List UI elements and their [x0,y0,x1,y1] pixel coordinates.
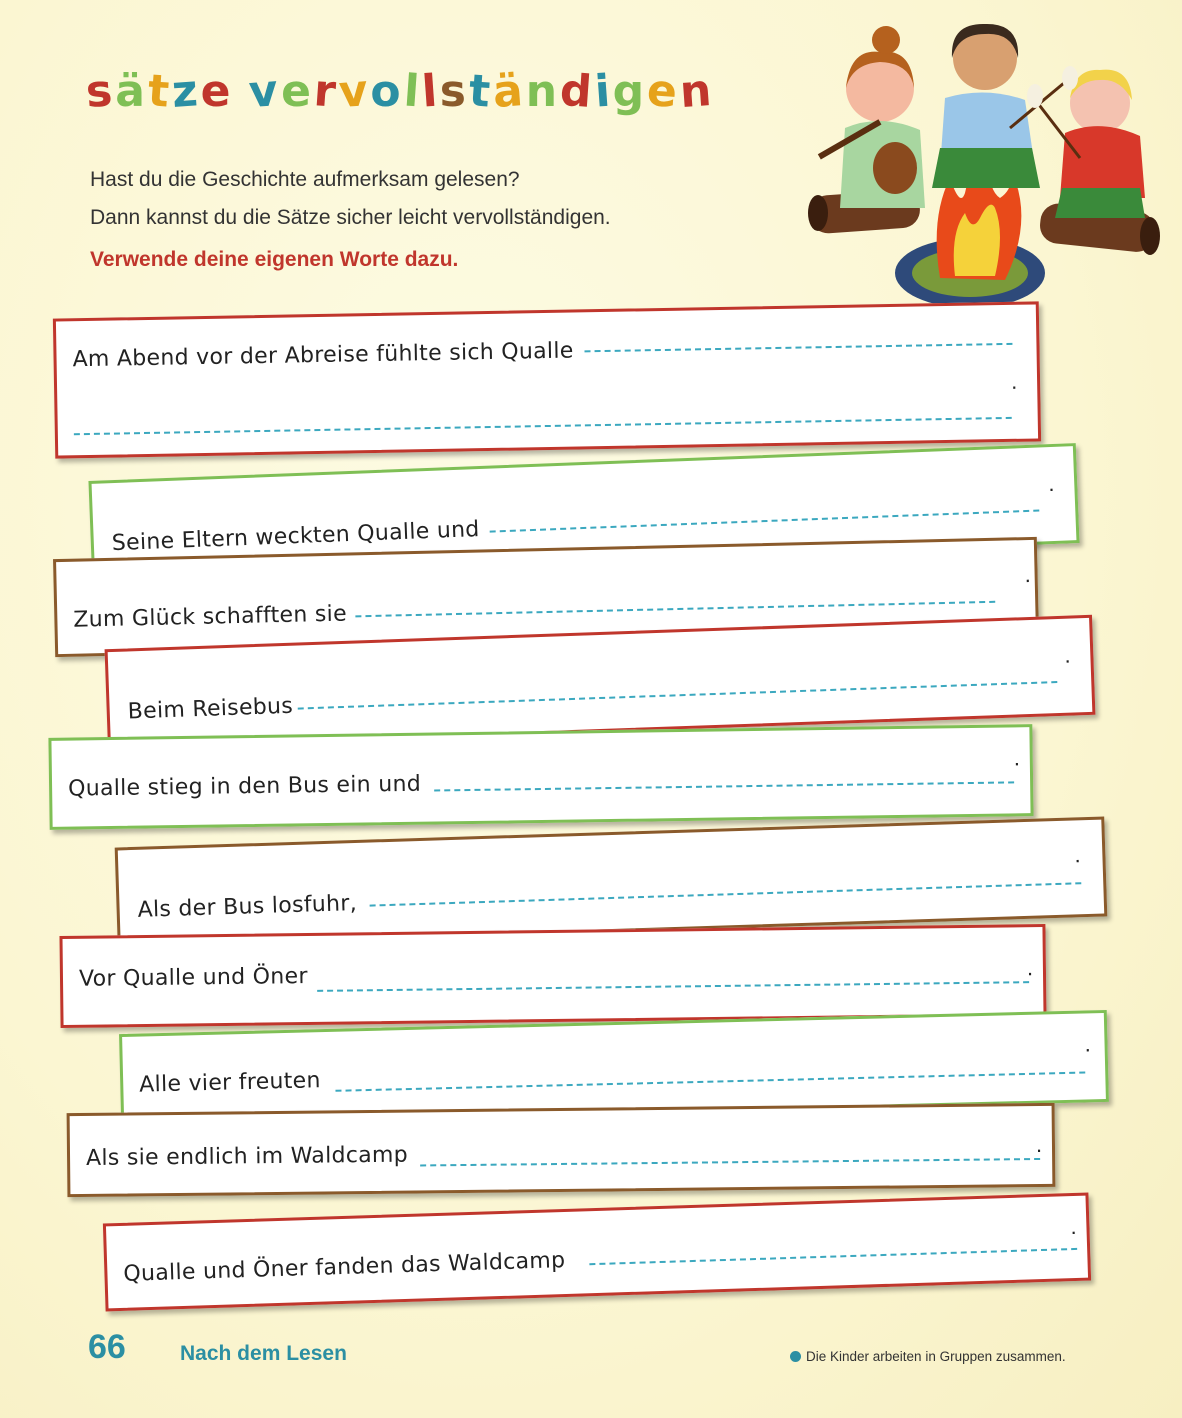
sentence-period: . [1063,642,1071,668]
sentence-start: Beim Reisebus [127,693,294,725]
answer-line[interactable] [420,1158,1040,1166]
sentence-strip [59,924,1046,1028]
sentence-start: Zum Glück schafften sie [73,601,348,633]
sentence-period: . [1035,1131,1043,1158]
section-title: Nach dem Lesen [180,1342,347,1365]
sentence-period: . [1010,368,1018,394]
answer-line[interactable] [584,343,1012,352]
sentence-strip [103,1193,1091,1312]
answer-line[interactable] [298,681,1058,710]
answer-line[interactable] [589,1248,1077,1265]
page-number: 66 [88,1328,126,1366]
sentence-strip [53,301,1041,458]
title-letter: l [419,65,442,118]
title-letter: ä [115,66,148,117]
answer-line[interactable] [490,510,1040,533]
page-title [84,64,716,119]
sentence-start: Als sie endlich im Waldcamp [85,1142,409,1171]
sentence-start: Seine Eltern weckten Qualle und [111,517,481,557]
sentence-period: . [1024,562,1032,588]
answer-line[interactable] [317,981,1029,992]
intro-line-1: Hast du die Geschichte aufmerksam gelesen? [90,168,520,191]
title-letter: n [525,66,561,117]
sentence-period: . [1073,842,1081,868]
bullet-icon [790,1351,801,1362]
title-letter [233,105,249,106]
sentence-period: . [1047,470,1055,497]
footer-note [790,1349,1066,1364]
title-letter: o [370,66,404,117]
sentence-period: . [1013,745,1021,771]
sentence-start: Alle vier freuten [138,1068,322,1098]
answer-line[interactable] [370,882,1082,906]
title-letter: z [170,65,203,118]
answer-line[interactable] [74,417,1012,435]
sentence-start: Qualle und Öner fanden das Waldcamp [123,1248,566,1287]
title-letter: e [281,66,314,117]
sentence-strip [67,1103,1056,1197]
answer-line[interactable] [434,781,1014,791]
title-letter: ä [491,64,528,119]
title-letter: d [558,64,597,119]
title-letter: e [200,66,234,117]
sentence-period: . [1084,1031,1091,1057]
intro-line-2: Dann kannst du die Sätze sicher leicht vervollständigen. [90,206,611,229]
title-letter: e [645,64,682,119]
sentence-start: Qualle stieg in den Bus ein und [67,771,422,802]
title-letter: s [439,66,469,117]
sentence-strip [48,724,1033,830]
sentence-start: Vor Qualle und Öner [78,963,308,992]
title-letter: g [612,66,648,117]
sentence-start: Als der Bus losfuhr, [137,890,358,923]
sentence-period: . [1026,955,1034,981]
answer-line[interactable] [355,601,995,618]
answer-line[interactable] [335,1071,1085,1091]
title-letter: n [678,64,716,119]
campfire-children-icon [800,18,1160,318]
title-letter: v [336,64,373,119]
title-letter: t [146,65,174,118]
title-letter: r [312,65,341,118]
sentence-period: . [1070,1213,1077,1240]
title-letter: s [84,65,117,118]
title-letter: i [592,65,615,118]
title-letter: v [247,64,283,119]
footer-note-text: Die Kinder arbeiten in Gruppen zusammen. [806,1349,1066,1364]
title-letter: l [401,65,424,118]
intro-instruction: Verwende deine eigenen Worte dazu. [90,248,459,271]
title-letter: t [467,65,495,118]
sentence-start: Am Abend vor der Abreise fühlte sich Qualle [72,338,574,373]
